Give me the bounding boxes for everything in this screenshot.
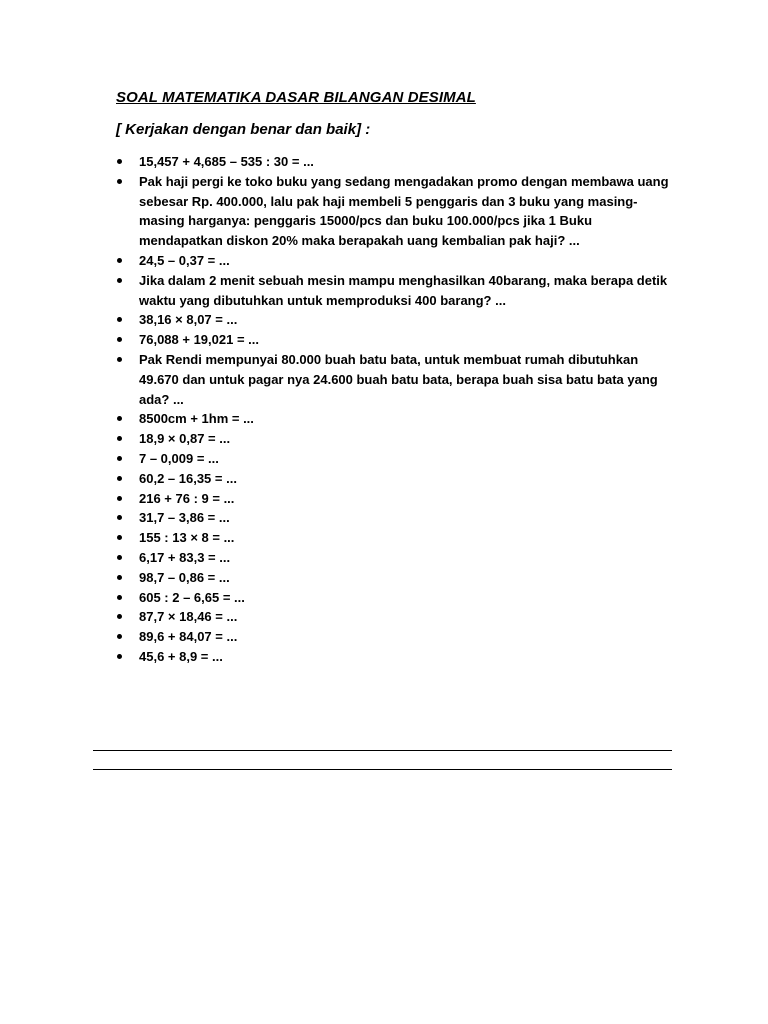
question-text: 87,7 × 18,46 = ... [139,609,238,625]
bullet-icon [116,429,126,441]
bullet-icon [116,271,126,283]
question-text: 15,457 + 4,685 – 535 : 30 = ... [139,154,314,169]
question-item [116,508,676,528]
question-item [116,310,676,330]
question-text: 31,7 – 3,86 = ... [139,510,230,526]
question-list [116,152,676,667]
document-instruction: [ Kerjakan dengan benar dan baik] : [116,121,371,138]
question-text: 76,088 + 19,021 = ... [139,332,259,348]
answer-line [93,769,672,770]
answer-line [93,750,672,751]
question-item [116,251,676,271]
document-title: SOAL MATEMATIKA DASAR BILANGAN DESIMAL [116,89,476,106]
question-text: 155 : 13 × 8 = ... [139,530,235,546]
bullet-icon [116,647,126,659]
bullet-icon [116,568,126,580]
question-text: 98,7 – 0,86 = ... [139,569,230,585]
question-text: 6,17 + 83,3 = ... [139,549,231,565]
question-item [116,409,676,429]
question-item [116,429,676,449]
question-text: 38,16 × 8,07 = ... [139,312,238,328]
question-item [116,152,676,172]
bullet-icon [116,330,126,342]
question-item [116,528,676,548]
bullet-icon [116,548,126,560]
bullet-icon [116,172,126,184]
question-item [116,568,676,588]
bullet-icon [116,350,126,362]
question-item [116,588,676,608]
question-text: 216 + 76 : 9 = ... [139,490,235,506]
question-text: 45,6 + 8,9 = ... [139,648,223,664]
question-item [116,330,676,350]
bullet-icon [116,251,126,263]
question-text: 60,2 – 16,35 = ... [139,470,237,486]
question-item [116,449,676,469]
question-item [116,647,676,667]
question-text: 18,9 × 0,87 = ... [139,431,231,447]
bullet-icon [116,508,126,520]
bullet-icon [116,310,126,322]
bullet-icon [116,449,126,461]
question-item [116,548,676,568]
question-text: Pak haji pergi ke toko buku yang sedang mengadakan promo dengan membawa uang sebesar Rp. 400.000, lalu pak haji membeli 5 penggaris dan 3 buku yang masing-masing harganya: penggaris 15000/pcs dan buku 100.000/pcs jika 1 Buku mendapatkan diskon 20% maka berapakah uang kembalian pak haji? ... [139,173,669,249]
question-item [116,271,676,311]
question-item [116,172,676,251]
bullet-icon [116,409,126,421]
bullet-icon [116,588,126,600]
question-item [116,607,676,627]
question-text: 605 : 2 – 6,65 = ... [139,589,245,605]
bullet-icon [116,528,126,540]
question-item [116,350,676,409]
question-text: 24,5 – 0,37 = ... [139,252,230,268]
question-item [116,469,676,489]
question-text: 7 – 0,009 = ... [139,450,219,466]
question-text: Jika dalam 2 menit sebuah mesin mampu menghasilkan 40barang, maka berapa detik waktu yang dibutuhkan untuk memproduksi 400 barang? ... [139,272,668,308]
question-text: Pak Rendi mempunyai 80.000 buah batu bata, untuk membuat rumah dibutuhkan 49.670 dan untuk pagar nya 24.600 buah batu bata, berapa buah sisa batu bata yang ada? ... [139,351,658,407]
bullet-icon [116,627,126,639]
bullet-icon [116,469,126,481]
question-text: 89,6 + 84,07 = ... [139,629,238,645]
bullet-icon [116,152,126,164]
bullet-icon [116,489,126,501]
question-text: 8500cm + 1hm = ... [139,411,254,427]
question-item [116,627,676,647]
question-item [116,489,676,509]
bullet-icon [116,607,126,619]
